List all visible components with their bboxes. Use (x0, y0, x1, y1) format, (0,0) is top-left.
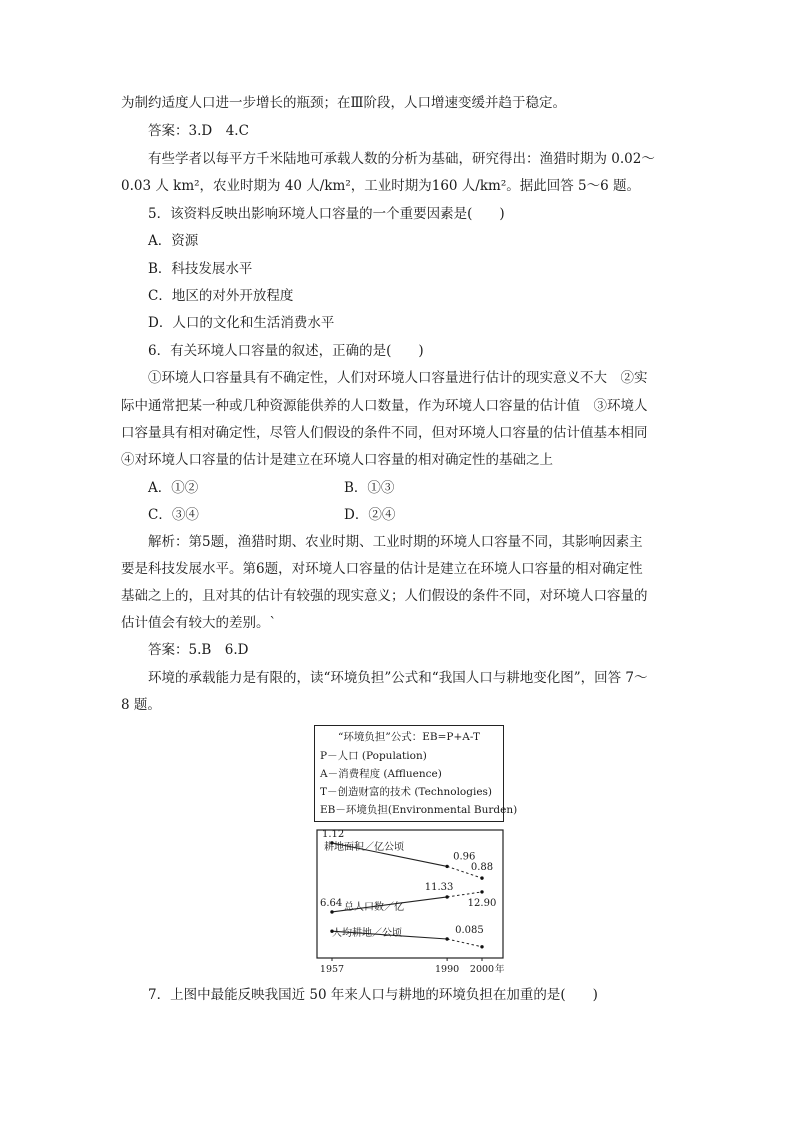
option-d: D．人口的文化和生活消费水平 (148, 315, 335, 331)
answer-line: 答案：5.B 6.D (148, 642, 249, 658)
x-tick-label: 1990 (435, 964, 460, 975)
data-label: 0.96 (453, 851, 476, 863)
data-label: 11.33 (424, 881, 454, 893)
text-line: 为制约适度人口进一步增长的瓶颈；在Ⅲ阶段，人口增速变缓并趋于稳定。 (121, 95, 567, 111)
formula-title: “环境负担”公式：EB=P+A-T (337, 731, 481, 743)
option-c: C．地区的对外开放程度 (148, 288, 294, 304)
data-label: 0.085 (455, 925, 484, 936)
option-a: A．①② (148, 480, 199, 496)
option-d: D．②④ (344, 507, 396, 523)
statement-line: ①环境人口容量具有不确定性，人们对环境人口容量进行估计的现实意义不大 ②实 (148, 370, 648, 386)
statement-line: ④对环境人口容量的估计是建立在环境人口容量的相对确定性的基础之上 (121, 452, 553, 468)
text-line: 0.03 人 km²，农业时期为 40 人/km²，工业时期为160 人/km²。据此回答 5～6 题。 (121, 178, 640, 194)
option-b: B．科技发展水平 (148, 261, 253, 277)
data-label: 0.88 (470, 862, 494, 874)
answer-line: 答案：3.D 4.C (148, 123, 249, 139)
option-c: C．③④ (148, 507, 199, 523)
data-point (480, 945, 483, 948)
data-point (445, 865, 448, 868)
formula-item: A－消费程度 (Affluence) (320, 768, 442, 780)
population-farmland-chart (314, 826, 514, 978)
statement-line: 际中通常把某一种或几种资源能供养的人口数量，作为环境人口容量的估计值 ③环境人 (121, 398, 648, 414)
x-unit-label: 年 (495, 964, 505, 975)
data-point (480, 890, 483, 893)
data-label: 1.12 (322, 828, 345, 840)
text-line: 8 题。 (121, 697, 161, 713)
formula-item: EB－环境负担(Environmental Burden) (320, 804, 518, 816)
analysis-line: 基础之上的，且对其的估计有较强的现实意义；人们假设的条件不同，对环境人口容量的 (121, 588, 648, 604)
option-b: B．①③ (344, 480, 395, 496)
formula-box (314, 725, 518, 822)
data-point (445, 937, 448, 940)
series-label: 耕地面积／亿公顷 (324, 842, 404, 853)
question-5: 5．该资料反映出影响环境人口容量的一个重要因素是( ) (148, 206, 505, 222)
text-line: 环境的承载能力是有限的，读“环境负担”公式和“我国人口与耕地变化图”，回答 7～ (148, 670, 648, 686)
x-tick-label: 1957 (319, 964, 345, 975)
question-6: 6．有关环境人口容量的叙述，正确的是( ) (148, 343, 424, 359)
x-tick-label: 2000 (469, 964, 495, 975)
data-label: 6.64 (320, 897, 343, 909)
question-7: 7．上图中最能反映我国近 50 年来人口与耕地的环境负担在加重的是( ) (148, 987, 598, 1003)
data-point (480, 876, 483, 879)
analysis-line: 解析：第5题，渔猎时期、农业时期、工业时期的环境人口容量不同，其影响因素主 (148, 534, 643, 550)
option-a: A．资源 (148, 233, 199, 249)
analysis-line: 要是科技发展水平。第6题，对环境人口容量的估计是建立在环境人口容量的相对确定性 (121, 561, 643, 577)
analysis-line: 估计值会有较大的差别。` (121, 615, 277, 631)
series-label: 总人口数／亿 (344, 902, 404, 913)
statement-line: 口容量具有相对确定性，尽管人们假设的条件不同，但对环境人口容量的估计值基本相同 (121, 425, 648, 441)
data-point (330, 910, 333, 913)
formula-item: P－人口 (Population) (320, 750, 427, 762)
series-line-dashed (447, 939, 482, 947)
formula-item: T－创造财富的技术 (Technologies) (320, 786, 493, 798)
text-line: 有些学者以每平方千米陆地可承载人数的分析为基础，研究得出：渔猎时期为 0.02～ (148, 151, 655, 167)
data-point (445, 895, 448, 898)
data-label: 12.90 (467, 897, 497, 909)
series-label: 人均耕地／公顷 (332, 928, 402, 939)
